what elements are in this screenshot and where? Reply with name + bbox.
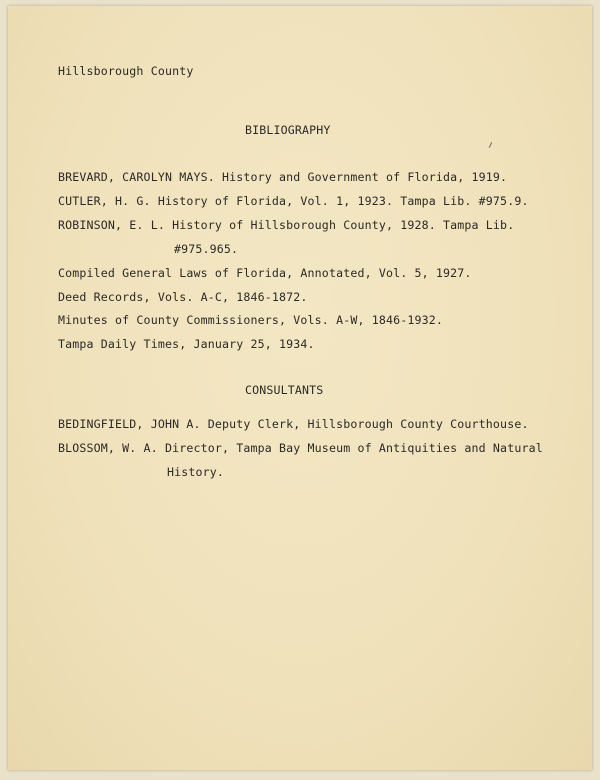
document-page (8, 6, 592, 770)
bibliography-entry: BREVARD, CAROLYN MAYS. History and Government of Florida, 1919. (58, 170, 508, 184)
bibliography-entry: Compiled General Laws of Florida, Annotated, Vol. 5, 1927. (58, 266, 472, 280)
consultants-heading: CONSULTANTS (245, 383, 324, 397)
bibliography-entry: Tampa Daily Times, January 25, 1934. (58, 337, 315, 351)
consultant-entry: BLOSSOM, W. A. Director, Tampa Bay Museum of Antiquities and Natural (58, 441, 543, 455)
pen-mark (489, 142, 492, 148)
bibliography-heading: BIBLIOGRAPHY (245, 123, 331, 137)
bibliography-entry: CUTLER, H. G. History of Florida, Vol. 1, 1923. Tampa Lib. #975.9. (58, 194, 529, 208)
consultant-entry: BEDINGFIELD, JOHN A. Deputy Clerk, Hillsborough County Courthouse. (58, 417, 529, 431)
bibliography-entry: Deed Records, Vols. A-C, 1846-1872. (58, 290, 308, 304)
bibliography-entry-continuation: #975.965. (174, 242, 239, 256)
consultant-entry-continuation: History. (167, 465, 225, 479)
bibliography-entry: Minutes of County Commissioners, Vols. A-W, 1846-1932. (58, 313, 444, 327)
county-label: Hillsborough County (58, 64, 194, 78)
bibliography-entry: ROBINSON, E. L. History of Hillsborough County, 1928. Tampa Lib. (58, 218, 515, 232)
